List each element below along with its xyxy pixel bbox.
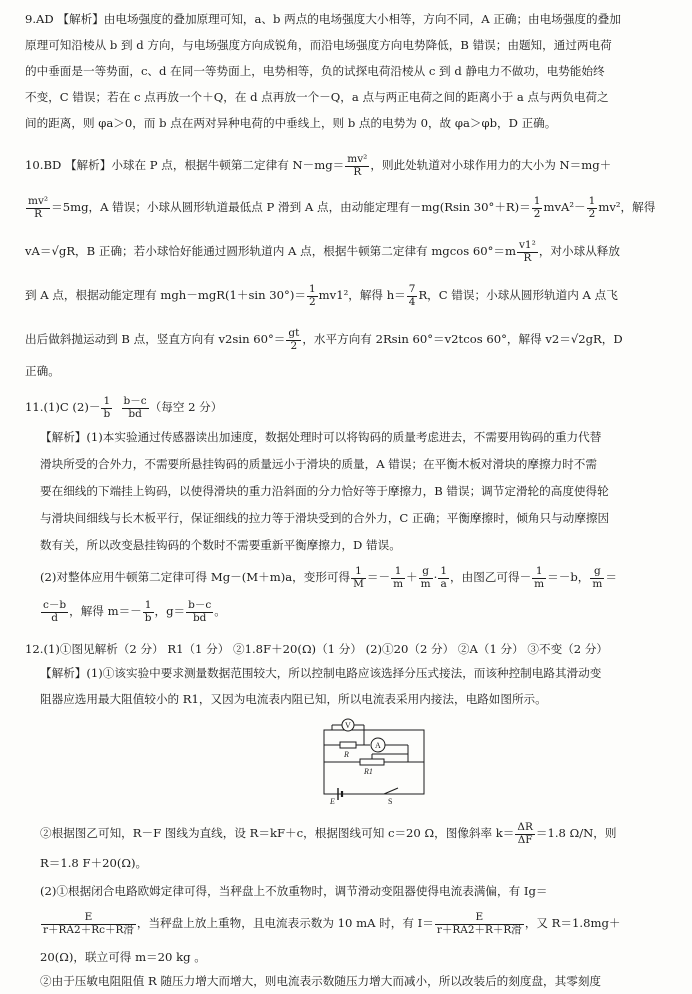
q10-text: R，C 错误；小球从圆形轨道内 A 点飞 xyxy=(418,288,618,303)
q9-line-4: 不变，C 错误；若在 c 点再放一个＋Q，在 d 点再放一个－Q，a 点与两正电荷之间的距离小于 a 点与两负电荷之 xyxy=(25,90,609,104)
fraction: $\frac{1}{2}$ xyxy=(588,195,596,220)
q12-para-3 xyxy=(40,822,616,846)
q9-line-3: 的中垂面是一等势面，c、d 在同一等势面上，电势相等，负的试探电荷沿棱从 c 到 d 静电力不做功，电势能始终 xyxy=(25,64,605,78)
rheostat-r1-label: R1 xyxy=(364,767,373,776)
q10-line-6: 正确。 xyxy=(25,364,60,378)
q12-para-6 xyxy=(40,912,620,936)
q10-text: mv²，解得 xyxy=(598,200,656,215)
q12-text: ，当秤盘上放上重物，且电流表示数为 10 mA 时，有 I＝ xyxy=(136,916,434,931)
q11-para-4: 与滑块间细线与长木板平行，保证细线的拉力等于滑块受到的合外力，C 正确；平衡摩擦时，倾角只与动摩擦因 xyxy=(40,511,610,525)
fraction: $\frac{g}{m}$ xyxy=(592,565,603,590)
q10-text: ，对小球从释放 xyxy=(538,244,620,259)
q11-text: ＝－ xyxy=(366,570,391,585)
q11-para-5: 数有关，所以改变悬挂钩码的个数时不需要重新平衡摩擦力，D 错误。 xyxy=(40,538,401,552)
q12-para-1: 【解析】(1)①该实验中要求测量数据范围较大，所以控制电路应该选择分压式接法，而该种控制电路其滑动变 xyxy=(40,666,602,680)
fraction: $\frac{1}{2}$ xyxy=(533,195,541,220)
fraction: $\frac{g}{m}$ xyxy=(420,565,431,590)
resistor-r xyxy=(340,742,356,748)
q10-text: mvA²－ xyxy=(543,200,586,215)
q9-line-5: 间的距离，则 φa＞0，而 b 点在两对异种电荷的中垂线上，则 b 点的电势为 0，故 φa＞φb，D 正确。 xyxy=(25,116,557,130)
q10-line-4 xyxy=(25,284,618,308)
fraction: $\frac{E}{\text{r＋RA2＋R＋R滑}}$ xyxy=(436,911,522,936)
fraction: $\frac{\text{mv²}}{R}$ xyxy=(28,195,49,220)
q10-line-2 xyxy=(25,196,655,220)
q12-para-8: ②由于压敏电阻阻值 R 随压力增大而增大，则电流表示数随压力增大而减小，所以改装后的刻度盘，其零刻度 xyxy=(40,974,602,988)
q9-line-1: 9.AD 【解析】由电场强度的叠加原理可知，a、b 两点的电场强度大小相等，方向不同，A 正确；由电场强度的叠加 xyxy=(25,12,621,26)
q9-line-2: 原理可知沿棱从 b 到 d 方向，与电场强度方向成锐角，而沿电场强度方向电势降低，B 错误；由题知，通过两电荷 xyxy=(25,38,612,52)
q12-text: ，又 R＝1.8mg＋ xyxy=(524,916,621,931)
q11-para-7 xyxy=(40,600,226,624)
q12-para-2: 阻器应选用最大阻值较小的 R1，又因为电流表内阻已知，所以电流表采用内接法，电路如图所示。 xyxy=(40,692,547,706)
fraction: $\frac{1}{b}$ xyxy=(144,599,152,624)
ammeter-label: A xyxy=(375,741,381,750)
q10-line-5 xyxy=(25,328,623,352)
fraction: $\frac{1}{m}$ xyxy=(534,565,545,590)
fraction: $\frac{\Delta R}{\Delta F}$ xyxy=(517,821,533,846)
circuit-diagram xyxy=(318,716,430,806)
fraction: $\frac{1}{a}$ xyxy=(440,565,447,590)
q12-para-4: R＝1.8 F＋20(Ω)。 xyxy=(40,856,148,870)
fraction: $\frac{b-c}{bd}$ xyxy=(123,395,147,420)
q12-para-5: (2)①根据闭合电路欧姆定律可得，当秤盘上不放重物时，调节滑动变阻器使得电流表满偏，有 Ig＝ xyxy=(40,884,548,898)
fraction: $\frac{\text{mv²}}{R}$ xyxy=(347,153,368,178)
q11-text: ，由图乙可得－ xyxy=(450,570,532,585)
switch-label: S xyxy=(388,797,393,806)
fraction: $\frac{\text{v1²}}{R}$ xyxy=(518,239,536,264)
fraction: $\frac{7}{4}$ xyxy=(408,283,416,308)
q11-text: ，解得 m＝－ xyxy=(69,604,142,619)
fraction: $\frac{b-c}{bd}$ xyxy=(188,599,212,624)
q10-line-3 xyxy=(25,240,620,264)
resistor-r-label: R xyxy=(344,750,349,759)
q11-text: (2)对整体应用牛顿第二定律可得 Mg－(M＋m)a，变形可得 xyxy=(40,570,351,585)
q10-text: ，水平方向有 2Rsin 60°＝v2tcos 60°，解得 v2＝√2gR，D xyxy=(302,332,623,347)
q12-para-7: 20(Ω)，联立可得 m＝20 kg 。 xyxy=(40,950,206,964)
voltmeter-label: V xyxy=(345,721,351,730)
switch xyxy=(384,788,398,794)
q12-text: ②根据图乙可知，R－F 图线为直线，设 R＝kF＋c，根据图线可知 c＝20 Ω，图像斜率 k＝ xyxy=(40,826,515,841)
q10-text: vA＝√gR，B 正确；若小球恰好能通过圆形轨道内 A 点，根据牛顿第二定律有 mgcos 60°＝m xyxy=(25,244,516,259)
q11-text: 。 xyxy=(214,604,226,619)
q12-text: ＝1.8 Ω/N，则 xyxy=(535,826,617,841)
q11-text: · xyxy=(433,570,438,585)
q12-header: 12.(1)①图见解析（2 分） R1（1 分） ②1.8F＋20(Ω)（1 分） (2)①20（2 分） ②A（1 分） ③不变（2 分） xyxy=(25,642,609,656)
q10-text: mv1²，解得 h＝ xyxy=(318,288,406,303)
q10-text: 出后做斜抛运动到 B 点，竖直方向有 v2sin 60°＝ xyxy=(25,332,286,347)
q10-text: ＝5mg，A 错误；小球从圆形轨道最低点 P 滑到 A 点，由动能定理有－mg(Rsin 30°＋R)＝ xyxy=(51,200,531,215)
q11-text: ＝－b， xyxy=(547,570,590,585)
q11-para-1: 【解析】(1)本实验通过传感器读出加速度，数据处理时可以将钩码的质量考虑进去，不需要用钩码的重力代替 xyxy=(40,430,602,444)
q10-text: ，则此处轨道对小球作用力的大小为 N＝mg＋ xyxy=(370,158,612,173)
q11-text: 11.(1)C (2)－ xyxy=(25,400,101,415)
fraction: $\frac{1}{m}$ xyxy=(393,565,404,590)
q11-header xyxy=(25,396,222,420)
fraction: $\frac{E}{\text{r＋RA2＋Rc＋R滑}}$ xyxy=(43,911,134,936)
fraction: $\frac{c-b}{d}$ xyxy=(43,599,67,624)
q11-text: ，g＝ xyxy=(154,604,186,619)
fraction: $\frac{1}{M}$ xyxy=(353,565,364,590)
rheostat-r1 xyxy=(360,759,384,765)
fraction: $\frac{1}{b}$ xyxy=(103,395,111,420)
q11-para-2: 滑块所受的合外力，不需要所悬挂钩码的质量远小于滑块的质量，A 错误；在平衡木板对滑块的摩擦力时不需 xyxy=(40,457,597,471)
q11-text: （每空 2 分） xyxy=(149,400,223,415)
q10-text: 10.BD 【解析】小球在 P 点，根据牛顿第二定律有 N－mg＝ xyxy=(25,158,345,173)
battery-label: E xyxy=(330,797,335,806)
fraction: $\frac{1}{2}$ xyxy=(308,283,316,308)
q11-para-3: 要在细线的下端挂上钩码，以使得滑块的重力沿斜面的分力恰好等于摩擦力，B 错误；调节定滑轮的高度使得轮 xyxy=(40,484,609,498)
fraction: $\frac{gt}{2}$ xyxy=(288,327,300,352)
q11-text: ＝ xyxy=(605,570,617,585)
q11-para-6 xyxy=(40,566,617,590)
q10-text: 到 A 点，根据动能定理有 mgh－mgR(1＋sin 30°)＝ xyxy=(25,288,306,303)
q10-line-1 xyxy=(25,154,611,178)
q11-text: ＋ xyxy=(406,570,418,585)
